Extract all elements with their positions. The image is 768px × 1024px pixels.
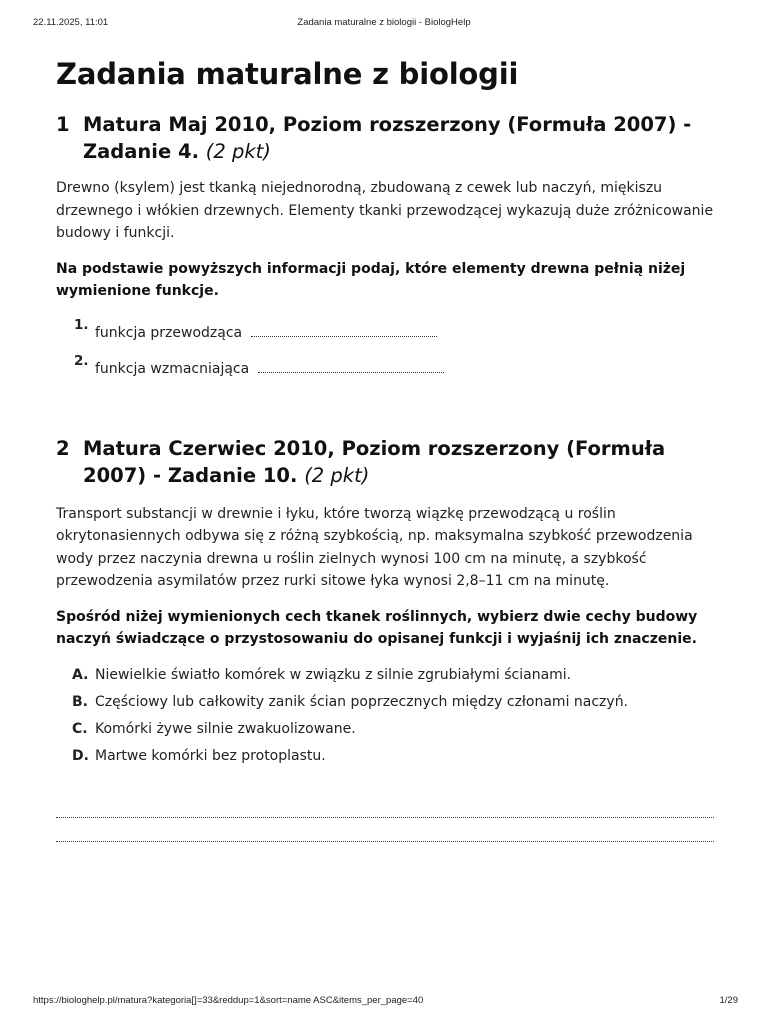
task-1-item-number: 2. xyxy=(74,352,89,369)
option-text: Częściowy lub całkowity zanik ścian poprzecznych między członami naczyń. xyxy=(95,693,629,710)
task-2-instruction: Spośród niżej wymienionych cech tkanek roślinnych, wybierz dwie cechy budowy naczyń świadczące o przystosowaniu do opisanej funkcji i wyjaśnij ich znaczenie. xyxy=(56,608,698,647)
option-letter: D. xyxy=(72,747,89,764)
task-1-item xyxy=(56,352,716,383)
task-1-points: (2 pkt) xyxy=(205,140,271,163)
option-item xyxy=(56,689,716,716)
print-footer xyxy=(0,995,768,1007)
print-url: https://biologhelp.pl/matura?kategoria[]=33&reddup=1&sort=name ASC&items_per_page=40 xyxy=(33,995,424,1006)
option-text: Komórki żywe silnie zwakuolizowane. xyxy=(95,720,356,737)
option-letter: C. xyxy=(72,720,88,737)
print-page-number: 1/29 xyxy=(719,995,738,1006)
task-1-item xyxy=(56,316,716,347)
option-item xyxy=(56,716,716,743)
task-2-number: 2 xyxy=(56,436,70,460)
answer-dotted-line[interactable] xyxy=(258,362,444,373)
task-1-title: Matura Maj 2010, Poziom rozszerzony (Formuła 2007) - Zadanie 4. xyxy=(83,113,692,163)
print-datetime: 22.11.2025, 11:01 xyxy=(33,17,109,28)
task-1-items xyxy=(56,316,716,383)
option-letter: B. xyxy=(72,693,88,710)
task-1-text: Drewno (ksylem) jest tkanką niejednorodną, zbudowaną z cewek lub naczyń, miękiszu drzewnego i włókien drzewnych. Elementy tkanki przewodzącej wykazują duże zróżnicowanie budowy i funkcji. xyxy=(56,180,714,241)
task-2-title-line-2: 2007) - Zadanie 10. xyxy=(83,463,298,487)
task-2-text: Transport substancji w drewnie i łyku, które tworzą wiązkę przewodzącą u roślin okrytonasiennych odbywa się z różną szybkością, np. maksymalna szybkość przewodzenia wody przez naczynia drewna u roślin zielnych wynosi 100 cm na minutę, a szybkość przewodzenia asymilatów przez rurki sitowe łyka wynosi 2,8–11 cm na minutę. xyxy=(56,505,693,589)
task-1-item-number: 1. xyxy=(74,316,89,333)
task-1-heading xyxy=(56,111,716,165)
task-2-points: (2 pkt) xyxy=(304,463,370,487)
page-content xyxy=(56,52,716,770)
task-2 xyxy=(56,435,716,770)
answer-line-1[interactable] xyxy=(56,817,714,818)
task-1 xyxy=(56,111,716,383)
task-1-item-label: funkcja wzmacniająca xyxy=(95,360,250,377)
task-1-number: 1 xyxy=(56,113,70,136)
task-2-title-line-1: Matura Czerwiec 2010, Poziom rozszerzony (Formuła xyxy=(83,436,666,460)
answer-dotted-line[interactable] xyxy=(251,326,437,337)
option-text: Niewielkie światło komórek w związku z silnie zgrubiałymi ścianami. xyxy=(95,666,572,683)
option-letter: A. xyxy=(72,666,89,683)
print-doc-title: Zadania maturalne z biologii - BiologHelp xyxy=(297,17,471,28)
option-item xyxy=(56,743,716,770)
task-1-instruction: Na podstawie powyższych informacji podaj, które elementy drewna pełnią niżej wymienione funkcje. xyxy=(56,260,686,299)
option-item xyxy=(56,662,716,689)
task-1-item-label: funkcja przewodząca xyxy=(95,324,243,341)
page-title: Zadania maturalne z biologii xyxy=(56,57,519,91)
task-2-heading xyxy=(56,435,716,489)
task-2-options xyxy=(56,662,716,770)
option-text: Martwe komórki bez protoplastu. xyxy=(95,747,326,764)
answer-line-2[interactable] xyxy=(56,841,714,842)
print-header xyxy=(0,17,768,29)
